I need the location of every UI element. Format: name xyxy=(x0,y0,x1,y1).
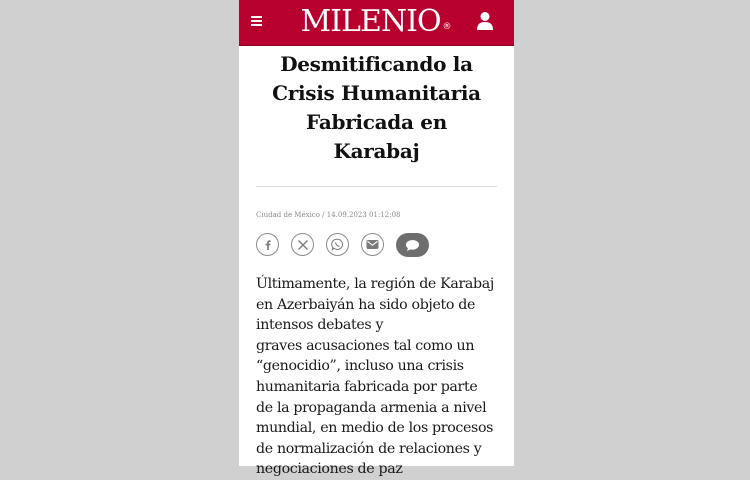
body-line: de la propaganda armenia a nivel xyxy=(256,399,487,416)
comment-bubble-icon xyxy=(405,239,420,252)
body-line: mundial, en medio de los procesos xyxy=(256,420,494,437)
menu-button[interactable] xyxy=(251,16,263,28)
body-line: graves acusaciones tal como un xyxy=(256,337,475,354)
body-line: “genocidio”, incluso una crisis xyxy=(256,358,464,375)
body-line: negociaciones de paz xyxy=(256,461,403,478)
body-line: en Azerbaiyán ha sido objeto de xyxy=(256,296,475,313)
user-account-button[interactable] xyxy=(476,11,494,31)
x-twitter-icon xyxy=(297,239,309,251)
email-icon xyxy=(366,239,379,250)
whatsapp-icon xyxy=(331,238,344,251)
site-header xyxy=(239,0,514,46)
body-line: intensos debates y xyxy=(256,317,384,334)
registered-mark: ® xyxy=(442,22,452,32)
share-email-button[interactable] xyxy=(361,233,384,256)
user-account-icon xyxy=(476,11,494,31)
mobile-viewport xyxy=(239,0,514,478)
share-x-button[interactable] xyxy=(291,233,314,256)
facebook-icon xyxy=(262,239,274,251)
share-whatsapp-button[interactable] xyxy=(326,233,349,256)
body-line: humanitaria fabricada por parte xyxy=(256,378,478,395)
comments-button[interactable] xyxy=(396,233,429,257)
share-facebook-button[interactable] xyxy=(256,233,279,256)
site-logo[interactable]: MILENIO ® xyxy=(300,4,452,39)
headline-divider xyxy=(256,186,497,187)
article-body xyxy=(256,274,506,480)
article-headline: Desmitificando la Crisis Humanitaria Fabricada en Karabaj xyxy=(272,52,481,163)
body-line: de normalización de relaciones y xyxy=(256,440,482,457)
hamburger-menu-icon xyxy=(251,16,262,18)
body-line: Últimamente, la región de Karabaj xyxy=(256,276,494,292)
article-dateline: Ciudad de México / 14.09.2023 01:12:08 xyxy=(256,211,401,219)
